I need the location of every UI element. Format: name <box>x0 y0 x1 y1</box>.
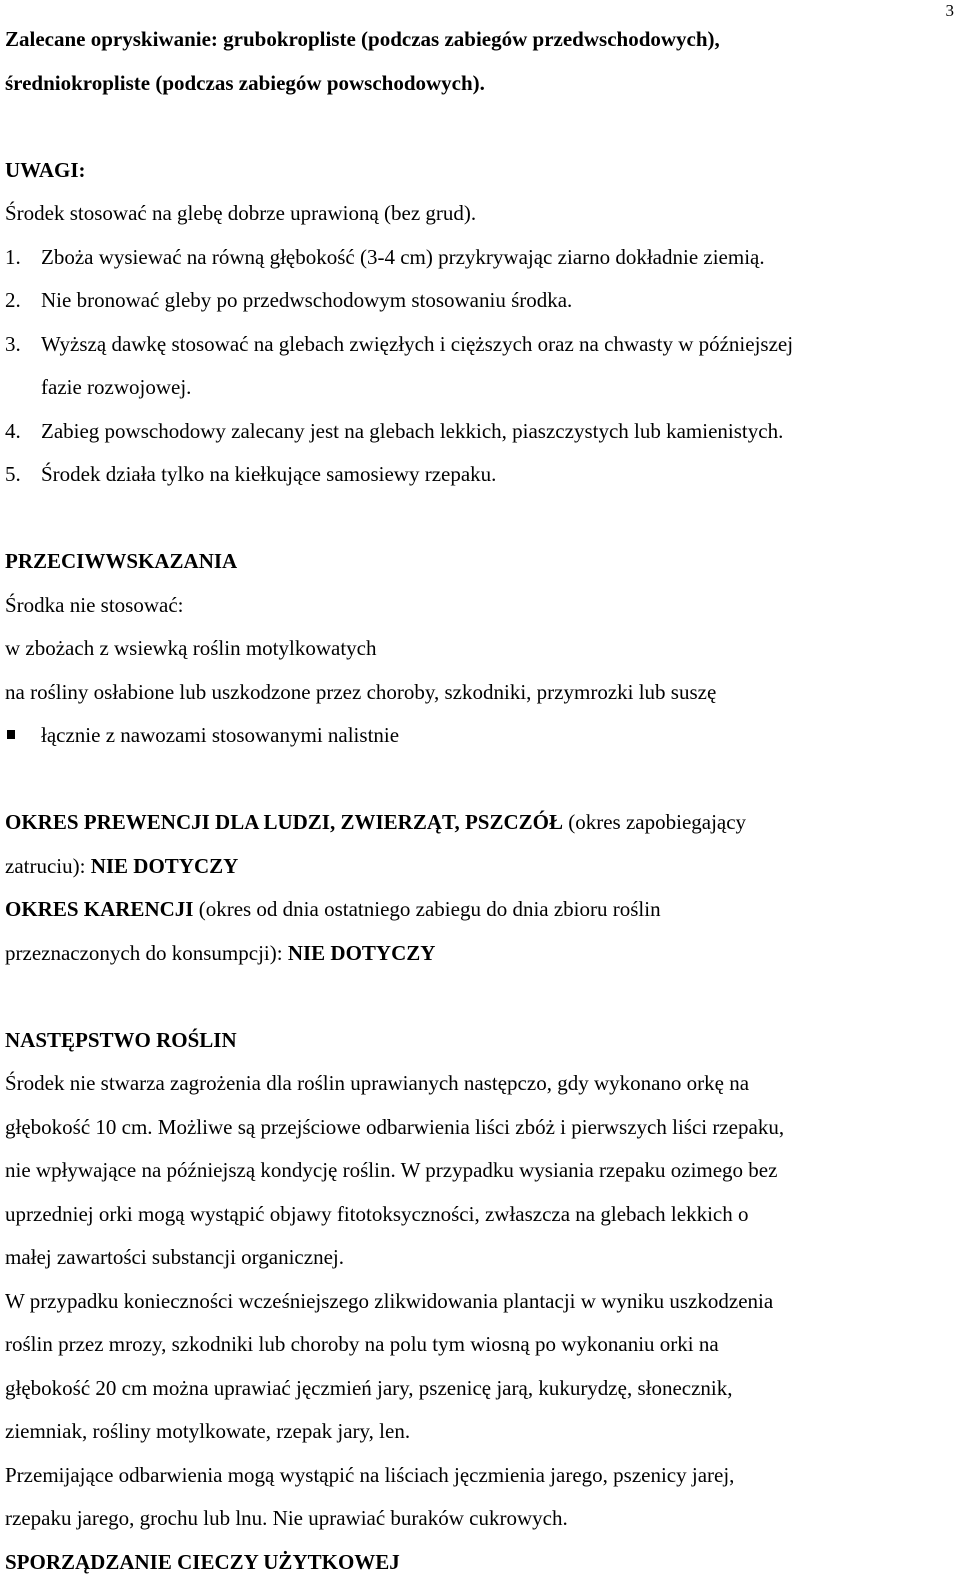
list-number: 1. <box>5 236 41 280</box>
paragraph-line: głębokość 10 cm. Możliwe są przejściowe odbarwienia liści zbóż i pierwszych liści rzepaku, <box>5 1106 955 1150</box>
paragraph-line: małej zawartości substancji organicznej. <box>5 1236 955 1280</box>
karencja-label: OKRES KARENCJI <box>5 897 193 921</box>
notes-item-1 <box>5 236 955 280</box>
paragraph-line: głębokość 20 cm można uprawiać jęczmień jary, pszenicę jarą, kukurydzę, słonecznik, <box>5 1367 955 1411</box>
spraying-line-1: Zalecane opryskiwanie: grubokropliste (podczas zabiegów przedwschodowych), <box>5 18 955 62</box>
page-number: 3 <box>946 0 955 22</box>
notes-heading: UWAGI: <box>5 149 955 193</box>
bullet-text: łącznie z nawozami stosowanymi nalistnie <box>41 714 399 758</box>
contraindications-line-1: w zbożach z wsiewką roślin motylkowatych <box>5 627 955 671</box>
list-item-text: Zboża wysiewać na równą głębokość (3-4 cm) przykrywając ziarno dokładnie ziemią. <box>41 236 955 280</box>
list-item-text-line-1: Wyższą dawkę stosować na glebach zwięzłych i cięższych oraz na chwasty w późniejszej <box>41 323 955 367</box>
list-item-text: Środek działa tylko na kiełkujące samosiewy rzepaku. <box>41 453 955 497</box>
notes-item-2 <box>5 279 955 323</box>
contraindications-line-2: na rośliny osłabione lub uszkodzone przez choroby, szkodniki, przymrozki lub suszę <box>5 671 955 715</box>
prevention-desc-2: zatruciu): <box>5 854 91 878</box>
spacer <box>5 758 955 802</box>
spacer <box>5 975 955 1019</box>
spraying-line-2: średniokropliste (podczas zabiegów powschodowych). <box>5 62 955 106</box>
prevention-value: NIE DOTYCZY <box>91 854 239 878</box>
notes-intro: Środek stosować na glebę dobrze uprawioną (bez grud). <box>5 192 955 236</box>
paragraph-line: nie wpływające na późniejszą kondycję roślin. W przypadku wysiania rzepaku ozimego bez <box>5 1149 955 1193</box>
prevention-label: OKRES PREWENCJI DLA LUDZI, ZWIERZĄT, PSZCZÓŁ <box>5 810 563 834</box>
paragraph-line: rzepaku jarego, grochu lub lnu. Nie uprawiać buraków cukrowych. <box>5 1497 955 1541</box>
prevention-line-2 <box>5 845 955 889</box>
spacer <box>5 497 955 541</box>
paragraph-line: uprzedniej orki mogą wystąpić objawy fitotoksyczności, zwłaszcza na glebach lekkich o <box>5 1193 955 1237</box>
preparation-heading: SPORZĄDZANIE CIECZY UŻYTKOWEJ <box>5 1541 955 1584</box>
succession-paragraph-3 <box>5 1454 955 1541</box>
spacer <box>5 105 955 149</box>
prevention-desc-1: (okres zapobiegający <box>563 810 746 834</box>
list-item-text: Nie bronować gleby po przedwschodowym stosowaniu środka. <box>41 279 955 323</box>
paragraph-line: Środek nie stwarza zagrożenia dla roślin uprawianych następczo, gdy wykonano orkę na <box>5 1062 955 1106</box>
notes-item-5 <box>5 453 955 497</box>
paragraph-line: roślin przez mrozy, szkodniki lub choroby na polu tym wiosną po wykonaniu orki na <box>5 1323 955 1367</box>
contraindications-bullet-item <box>5 714 955 758</box>
document-content <box>5 18 955 1584</box>
paragraph-line: W przypadku konieczności wcześniejszego zlikwidowania plantacji w wyniku uszkodzenia <box>5 1280 955 1324</box>
succession-heading: NASTĘPSTWO ROŚLIN <box>5 1019 955 1063</box>
karencja-line-1 <box>5 888 955 932</box>
prevention-line-1 <box>5 801 955 845</box>
notes-item-4 <box>5 410 955 454</box>
notes-item-3 <box>5 323 955 410</box>
succession-paragraph-1 <box>5 1062 955 1280</box>
karencja-line-2 <box>5 932 955 976</box>
list-item-text <box>41 323 955 410</box>
square-bullet-icon <box>5 714 41 758</box>
list-number: 4. <box>5 410 41 454</box>
list-number: 2. <box>5 279 41 323</box>
paragraph-line: Przemijające odbarwienia mogą wystąpić na liściach jęczmienia jarego, pszenicy jarej, <box>5 1454 955 1498</box>
paragraph-line: ziemniak, rośliny motylkowate, rzepak jary, len. <box>5 1410 955 1454</box>
karencja-desc-1: (okres od dnia ostatniego zabiegu do dnia zbioru roślin <box>193 897 660 921</box>
karencja-value: NIE DOTYCZY <box>288 941 436 965</box>
karencja-desc-2: przeznaczonych do konsumpcji): <box>5 941 288 965</box>
list-item-text: Zabieg powschodowy zalecany jest na glebach lekkich, piaszczystych lub kamienistych. <box>41 410 955 454</box>
contraindications-intro: Środka nie stosować: <box>5 584 955 628</box>
list-number: 3. <box>5 323 41 410</box>
succession-paragraph-2 <box>5 1280 955 1454</box>
list-item-text-line-2: fazie rozwojowej. <box>41 366 955 410</box>
contraindications-heading: PRZECIWWSKAZANIA <box>5 540 955 584</box>
list-number: 5. <box>5 453 41 497</box>
